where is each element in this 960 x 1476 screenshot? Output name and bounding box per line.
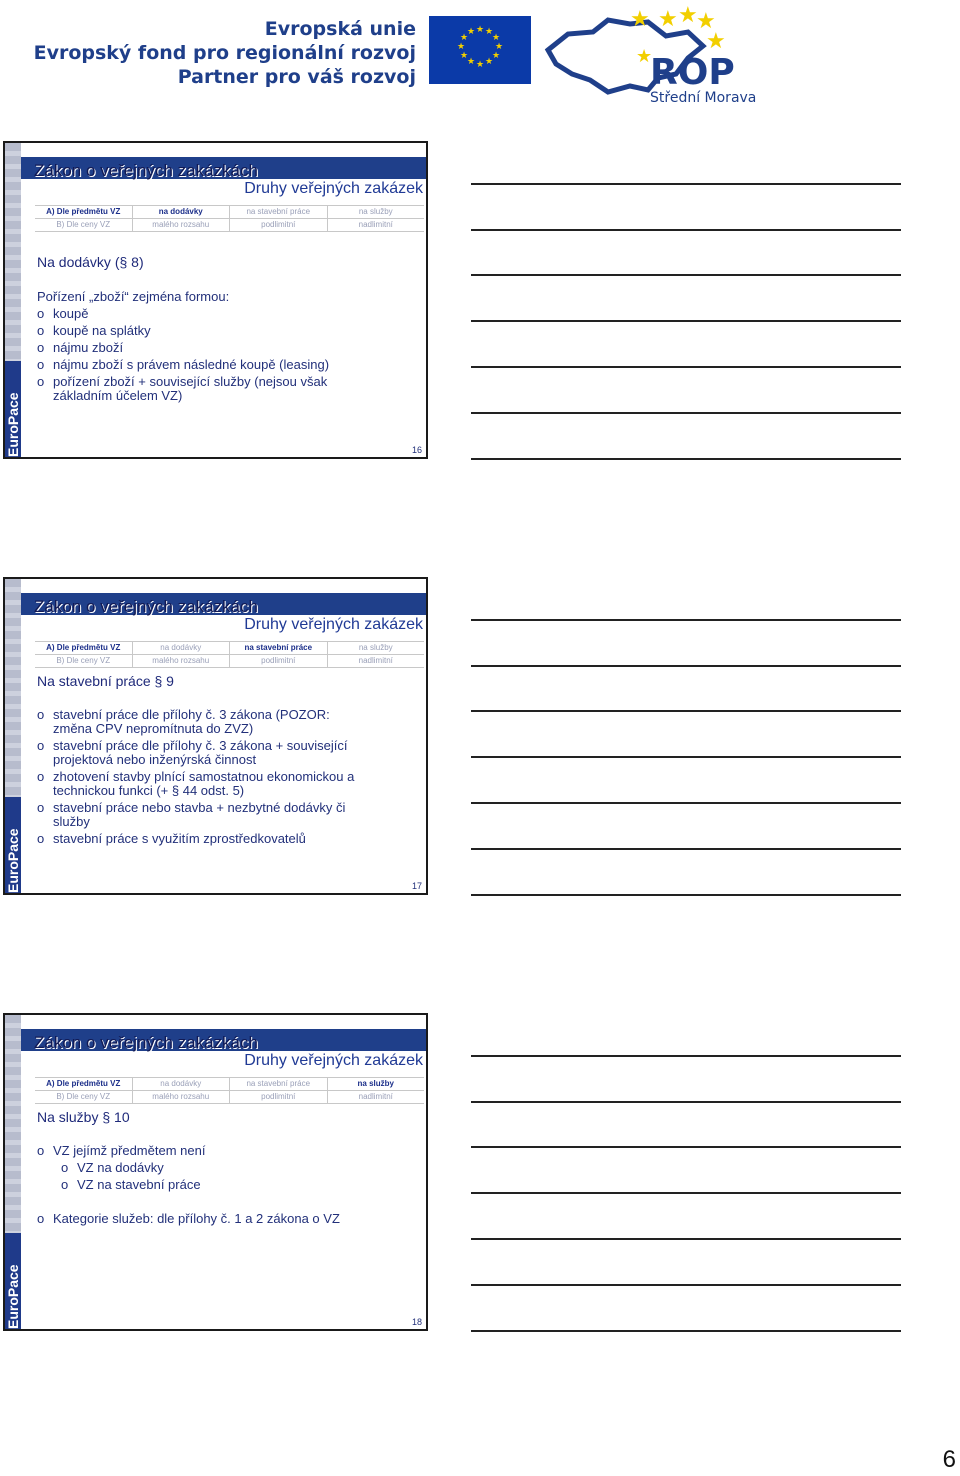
intro-text: Pořízení „zboží“ zejména formou: xyxy=(37,289,230,304)
slide-sidebar xyxy=(5,1015,21,1329)
slide-subtitle: Druhy veřejných zakázek xyxy=(244,180,423,197)
slide-body xyxy=(37,708,418,846)
sub-list-item: o VZ na dodávky xyxy=(61,1160,164,1175)
header-eu-title: Evropská unie xyxy=(264,18,416,40)
eu-flag-icon xyxy=(429,16,531,84)
slide-heading: Na služby § 10 xyxy=(37,1109,130,1125)
note-line xyxy=(471,1055,901,1057)
slide-title: Zákon o veřejných zakázkách xyxy=(34,1033,258,1052)
slide-title: Zákon o veřejných zakázkách xyxy=(34,161,258,180)
page-number: 6 xyxy=(942,1446,956,1473)
europace-logo: EuroPace xyxy=(5,1264,21,1329)
svg-text:★: ★ xyxy=(459,33,469,43)
note-line xyxy=(471,665,901,667)
svg-text:★: ★ xyxy=(456,42,466,52)
slide-heading: Na stavební práce § 9 xyxy=(37,673,174,689)
svg-text:★: ★ xyxy=(706,29,726,54)
list-item: o koupě na splátky xyxy=(37,323,151,338)
slide-16 xyxy=(3,141,428,459)
svg-text:★: ★ xyxy=(494,42,504,52)
nav-cell: A) Dle předmětu VZ xyxy=(35,1078,133,1090)
nav-cell: na dodávky xyxy=(133,206,231,218)
svg-text:★: ★ xyxy=(491,33,501,43)
rop-title: ROP xyxy=(650,52,735,93)
note-line xyxy=(471,1284,901,1286)
slide-sidebar xyxy=(5,143,21,457)
rop-logo-icon xyxy=(538,2,778,106)
note-line xyxy=(471,366,901,368)
svg-text:★: ★ xyxy=(658,7,678,32)
list-item: o nájmu zboží s právem následné koupě (leasing) xyxy=(37,357,330,372)
slide-number: 16 xyxy=(411,445,422,455)
note-line xyxy=(471,710,901,712)
list-item: o Kategorie služeb: dle přílohy č. 1 a 2 zákona o VZ xyxy=(37,1211,340,1226)
svg-text:★: ★ xyxy=(636,46,653,67)
note-line xyxy=(471,756,901,758)
slide-title: Zákon o veřejných zakázkách xyxy=(34,597,258,616)
slide-body xyxy=(37,1144,418,1226)
nav-cell: na dodávky xyxy=(133,642,231,654)
slide-17 xyxy=(3,577,428,895)
list-item: o stavební práce s využitím zprostředkovatelů xyxy=(37,831,306,846)
nav-cell: malého rozsahu xyxy=(133,1091,231,1103)
list-item: o pořízení zboží + související služby (nejsou však základním účelem VZ) xyxy=(37,374,328,403)
note-line xyxy=(471,1146,901,1148)
svg-text:★: ★ xyxy=(466,57,476,67)
svg-text:★: ★ xyxy=(630,7,650,32)
europace-logo: EuroPace xyxy=(5,392,21,457)
slide-sidebar xyxy=(5,579,21,893)
note-line xyxy=(471,848,901,850)
note-line xyxy=(471,183,901,185)
nav-cell: malého rozsahu xyxy=(133,219,231,231)
note-line xyxy=(471,320,901,322)
nav-cell: B) Dle ceny VZ xyxy=(35,219,133,231)
nav-cell: na stavební práce xyxy=(230,642,328,654)
nav-cell: nadlimitní xyxy=(358,656,393,665)
note-line xyxy=(471,412,901,414)
nav-cell: na stavební práce xyxy=(230,1078,328,1090)
note-line xyxy=(471,1101,901,1103)
note-line xyxy=(471,1238,901,1240)
category-table xyxy=(35,1077,424,1104)
svg-text:★: ★ xyxy=(484,57,494,67)
svg-text:★: ★ xyxy=(678,3,698,28)
nav-cell: na služby xyxy=(358,207,393,216)
list-item: o nájmu zboží xyxy=(37,340,124,355)
note-line xyxy=(471,1330,901,1332)
nav-cell: malého rozsahu xyxy=(133,655,231,667)
nav-cell: na služby xyxy=(358,643,393,652)
nav-cell: na dodávky xyxy=(133,1078,231,1090)
list-item: o koupě xyxy=(37,306,89,321)
nav-cell: podlimitní xyxy=(230,1091,328,1103)
list-item: o zhotovení stavby plnící samostatnou ekonomickou a technickou funkci (+ § 44 odst. 5) xyxy=(37,769,355,798)
svg-text:★: ★ xyxy=(484,27,494,37)
svg-text:★: ★ xyxy=(466,27,476,37)
header-partner-title: Partner pro váš rozvoj xyxy=(177,66,416,88)
note-line xyxy=(471,229,901,231)
europace-logo: EuroPace xyxy=(5,828,21,893)
slide-number: 17 xyxy=(411,881,422,891)
sub-list-item: o VZ na stavební práce xyxy=(61,1177,201,1192)
slide-subtitle: Druhy veřejných zakázek xyxy=(244,616,423,633)
rop-subtitle: Střední Morava xyxy=(650,90,757,106)
svg-text:★: ★ xyxy=(475,60,485,70)
note-line xyxy=(471,274,901,276)
nav-cell: podlimitní xyxy=(230,655,328,667)
svg-text:★: ★ xyxy=(491,51,501,61)
note-line xyxy=(471,1192,901,1194)
list-item: o stavební práce nebo stavba + nezbytné dodávky či služby xyxy=(37,800,346,829)
nav-cell: na služby xyxy=(357,1079,394,1088)
list-item: o stavební práce dle přílohy č. 3 zákona + související projektová nebo inženýrská činnost xyxy=(37,738,348,767)
svg-text:★: ★ xyxy=(696,9,716,34)
slide-subtitle: Druhy veřejných zakázek xyxy=(244,1052,423,1069)
category-table xyxy=(35,205,424,232)
nav-cell: podlimitní xyxy=(230,219,328,231)
nav-cell: nadlimitní xyxy=(358,1092,393,1101)
list-item: o VZ jejímž předmětem není xyxy=(37,1143,206,1158)
nav-cell: A) Dle předmětu VZ xyxy=(35,206,133,218)
note-line xyxy=(471,458,901,460)
slide-18 xyxy=(3,1013,428,1331)
nav-cell: B) Dle ceny VZ xyxy=(35,655,133,667)
nav-cell: na stavební práce xyxy=(230,206,328,218)
note-line xyxy=(471,802,901,804)
note-line xyxy=(471,619,901,621)
category-table xyxy=(35,641,424,668)
nav-cell: nadlimitní xyxy=(358,220,393,229)
slide-number: 18 xyxy=(411,1317,422,1327)
svg-text:★: ★ xyxy=(459,51,469,61)
header-fund-title: Evropský fond pro regionální rozvoj xyxy=(33,42,416,64)
nav-cell: B) Dle ceny VZ xyxy=(35,1091,133,1103)
slide-body xyxy=(37,290,418,403)
svg-text:★: ★ xyxy=(475,25,485,35)
note-line xyxy=(471,894,901,896)
nav-cell: A) Dle předmětu VZ xyxy=(35,642,133,654)
list-item: o stavební práce dle přílohy č. 3 zákona (POZOR: změna CPV nepromítnuta do ZVZ) xyxy=(37,707,330,736)
slide-heading: Na dodávky (§ 8) xyxy=(37,254,144,270)
